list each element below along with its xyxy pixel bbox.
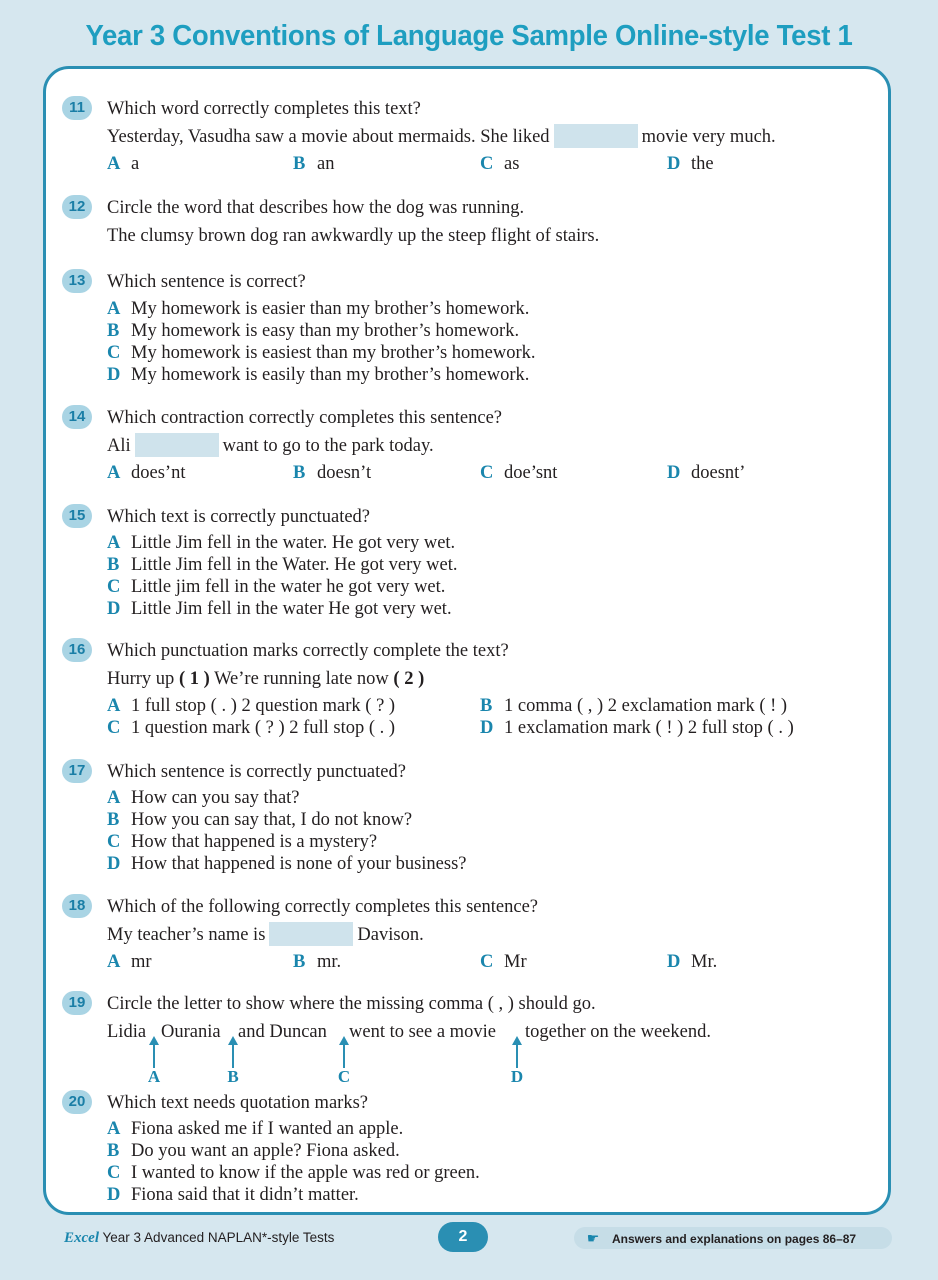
sentence-word: and Duncan: [238, 1022, 327, 1042]
option-d[interactable]: D 1 exclamation mark ( ! ) 2 full stop ( . ): [480, 718, 794, 738]
option-c[interactable]: C How that happened is a mystery?: [107, 832, 378, 852]
arrow-line: [153, 1044, 155, 1068]
page-number: 2: [438, 1222, 488, 1252]
question-11: [62, 96, 898, 174]
option-a[interactable]: A Fiona asked me if I wanted an apple.: [107, 1119, 404, 1139]
question-number: 15: [62, 504, 92, 528]
question-number: 19: [62, 991, 92, 1015]
option-a[interactable]: A a: [107, 154, 140, 174]
question-prompt: Which contraction correctly completes this sentence?: [107, 408, 503, 428]
question-prompt: Which of the following correctly completes this sentence?: [107, 897, 539, 917]
sentence-word: went to see a movie: [349, 1022, 496, 1042]
pointing-hand-icon: ☛: [586, 1230, 600, 1246]
question-12: [62, 195, 898, 246]
option-c[interactable]: C I wanted to know if the apple was red or green.: [107, 1163, 480, 1183]
marker-1: ( 1 ): [178, 669, 210, 689]
answers-note: ☛ Answers and explanations on pages 86–87: [574, 1227, 892, 1249]
option-a[interactable]: A My homework is easier than my brother’s homework.: [107, 299, 530, 319]
option-a[interactable]: A mr: [107, 952, 152, 972]
option-d[interactable]: D My homework is easily than my brother’s homework.: [107, 365, 530, 385]
question-number: 17: [62, 759, 92, 783]
option-c[interactable]: C My homework is easiest than my brother’s homework.: [107, 343, 536, 363]
question-prompt: Which text is correctly punctuated?: [107, 507, 371, 527]
question-number: 20: [62, 1090, 92, 1114]
question-number: 12: [62, 195, 92, 219]
question-text[interactable]: The clumsy brown dog ran awkwardly up the steep flight of stairs.: [107, 226, 600, 246]
question-prompt: Circle the letter to show where the missing comma ( , ) should go.: [107, 994, 596, 1014]
option-d[interactable]: D Mr.: [667, 952, 718, 972]
brand-logo: Excel: [64, 1230, 99, 1246]
question-prompt: Which sentence is correctly punctuated?: [107, 762, 406, 782]
marker-a[interactable]: A: [147, 1067, 161, 1086]
option-d[interactable]: D Little Jim fell in the water He got very wet.: [107, 599, 452, 619]
question-number: 18: [62, 894, 92, 918]
option-b[interactable]: B My homework is easy than my brother’s homework.: [107, 321, 520, 341]
option-b[interactable]: B 1 comma ( , ) 2 exclamation mark ( ! ): [480, 696, 788, 716]
question-prompt: Which punctuation marks correctly complete the text?: [107, 641, 509, 661]
arrow-line: [343, 1044, 345, 1068]
page-footer: [0, 1222, 938, 1258]
question-16: [62, 638, 898, 738]
sentence-word: together on the weekend.: [525, 1022, 711, 1042]
option-b[interactable]: B an: [293, 154, 335, 174]
question-number: 13: [62, 269, 92, 293]
option-b[interactable]: B mr.: [293, 952, 342, 972]
marker-b[interactable]: B: [227, 1067, 239, 1086]
question-prompt: Which word correctly completes this text?: [107, 99, 421, 119]
option-c[interactable]: C Little jim fell in the water he got very wet.: [107, 577, 446, 597]
arrow-line: [516, 1044, 518, 1068]
question-17: [62, 759, 898, 874]
question-14: [62, 405, 898, 483]
question-prompt: Circle the word that describes how the dog was running.: [107, 198, 525, 218]
answer-blank[interactable]: [554, 124, 638, 148]
option-d[interactable]: D doesnt’: [667, 463, 746, 483]
option-c[interactable]: C Mr: [480, 952, 527, 972]
question-text: My teacher’s name is Davison.: [107, 922, 424, 948]
question-20: [62, 1090, 898, 1205]
question-text: Hurry up ( 1 ) We’re running late now ( 2 ): [107, 669, 425, 689]
option-c[interactable]: C 1 question mark ( ? ) 2 full stop ( . ): [107, 718, 396, 738]
arrow-line: [232, 1044, 234, 1068]
answer-blank[interactable]: [269, 922, 353, 946]
question-18: [62, 894, 898, 972]
option-a[interactable]: A How can you say that?: [107, 788, 300, 808]
option-b[interactable]: B Do you want an apple? Fiona asked.: [107, 1141, 400, 1161]
question-13: [62, 269, 898, 385]
option-c[interactable]: C doe’snt: [480, 463, 558, 483]
marker-d[interactable]: D: [510, 1067, 524, 1086]
question-prompt: Which sentence is correct?: [107, 272, 306, 292]
option-d[interactable]: D How that happened is none of your business?: [107, 854, 467, 874]
option-c[interactable]: C as: [480, 154, 520, 174]
marker-c[interactable]: C: [337, 1067, 351, 1086]
question-number: 14: [62, 405, 92, 429]
question-15: [62, 504, 898, 619]
sentence-word: Ourania: [161, 1022, 221, 1042]
option-d[interactable]: D Fiona said that it didn’t matter.: [107, 1185, 359, 1205]
question-prompt: Which text needs quotation marks?: [107, 1093, 368, 1113]
option-a[interactable]: A Little Jim fell in the water. He got very wet.: [107, 533, 456, 553]
question-number: 16: [62, 638, 92, 662]
sentence-word: Lidia: [107, 1022, 147, 1042]
option-b[interactable]: B doesn’t: [293, 463, 372, 483]
book-title: Excel Year 3 Advanced NAPLAN*-style Tests: [64, 1230, 335, 1246]
option-d[interactable]: D the: [667, 154, 714, 174]
page-title: Year 3 Conventions of Language Sample Online-style Test 1: [85, 20, 853, 52]
option-b[interactable]: B How you can say that, I do not know?: [107, 810, 413, 830]
option-a[interactable]: A does’nt: [107, 463, 186, 483]
answer-blank[interactable]: [135, 433, 219, 457]
question-number: 11: [62, 96, 92, 120]
question-text: Ali want to go to the park today.: [107, 433, 434, 459]
option-a[interactable]: A 1 full stop ( . ) 2 question mark ( ? ): [107, 696, 396, 716]
marker-2: ( 2 ): [393, 669, 425, 689]
question-19: [62, 991, 898, 1086]
question-text: Yesterday, Vasudha saw a movie about mermaids. She liked movie very much.: [107, 124, 776, 150]
option-b[interactable]: B Little Jim fell in the Water. He got very wet.: [107, 555, 458, 575]
